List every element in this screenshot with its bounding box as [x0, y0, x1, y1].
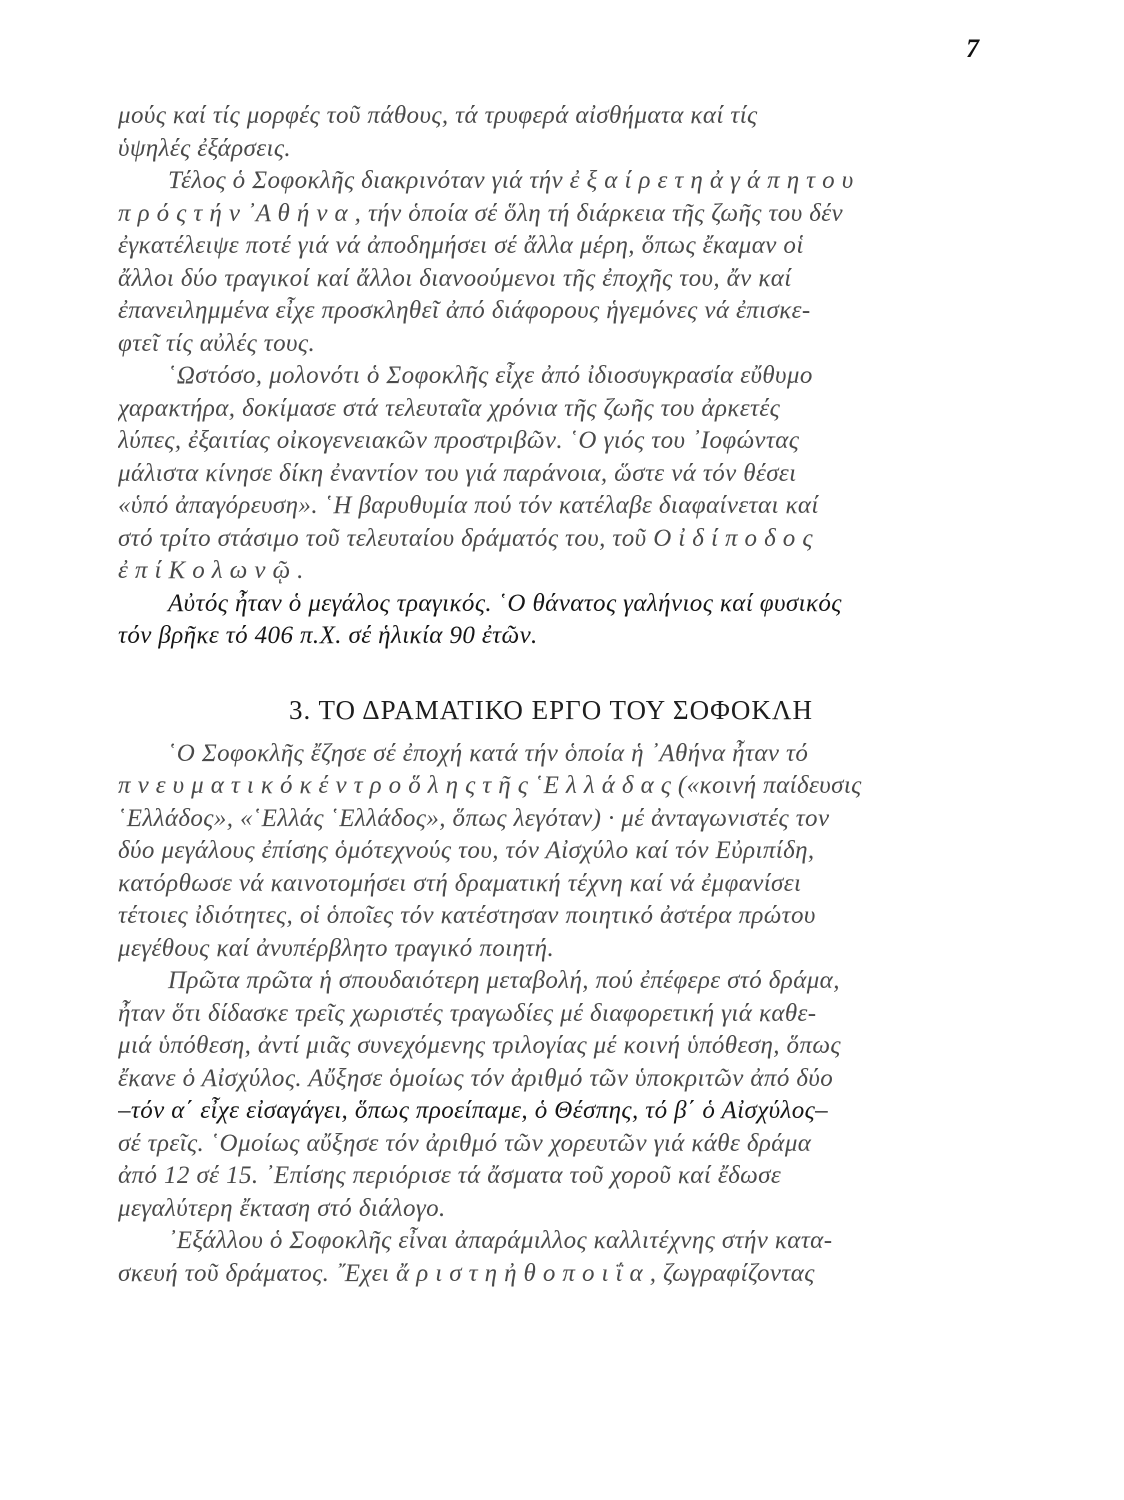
- text-line: μεγέθους καί ἀνυπέρβλητο τραγικό ποιητή.: [118, 934, 555, 962]
- text-line: π ν ε υ μ α τ ι κ ό κ έ ν τ ρ ο ὅ λ η ς τ ῆ ς ῾Ε λ λ ά δ α ς («κοινή παίδευσις: [118, 772, 862, 799]
- text-line: «ὑπό ἀπαγόρευση». ῾Η βαρυθυμία πού τόν κατέλαβε διαφαίνεται καί: [118, 492, 819, 519]
- text-line: ἀπό 12 σέ 15. ᾿Επίσης περιόρισε τά ἄσματα τοῦ χοροῦ καί ἔδωσε: [118, 1162, 782, 1189]
- text-line: κατόρθωσε νά καινοτομήσει στή δραματική τέχνη καί νά ἐμφανίσει: [118, 869, 802, 897]
- text-line: τόν βρῆκε τό 406 π.Χ. σέ ἡλικία 90 ἐτῶν.: [118, 622, 538, 649]
- text-line: ἔκανε ὁ Αἰσχύλος. Αὔξησε ὁμοίως τόν ἀριθμό τῶν ὑποκριτῶν ἀπό δύο: [118, 1064, 834, 1092]
- text-line: ἦταν ὅτι δίδασκε τρεῖς χωριστές τραγωδίες μέ διαφορετική γιά καθε-: [118, 999, 817, 1027]
- text-line: Τέλος ὁ Σοφοκλῆς διακρινόταν γιά τήν ἐ ξ α ί ρ ε τ η ἀ γ ά π η τ ο υ: [168, 167, 854, 194]
- paragraph-6: [118, 965, 984, 1225]
- paragraph-5: [118, 738, 984, 966]
- text-block: [118, 100, 984, 1290]
- text-line: σέ τρεῖς. ῾Ομοίως αὔξησε τόν ἀριθμό τῶν χορευτῶν γιά κάθε δράμα: [118, 1129, 812, 1157]
- text-line: ἐγκατέλειψε ποτέ γιά νά ἀποδημήσει σέ ἄλλα μέρη, ὅπως ἔκαμαν οἱ: [118, 232, 804, 259]
- text-line: φτεῖ τίς αὐλές τους.: [118, 329, 316, 357]
- section-heading: 3. ΤΟ ΔΡΑΜΑΤΙΚΟ ΕΡΓΟ ΤΟΥ ΣΟΦΟΚΛΗ: [289, 694, 813, 725]
- text-line: χαρακτήρα, δοκίμασε στά τελευταῖα χρόνια τῆς ζωῆς του ἀρκετές: [118, 394, 781, 422]
- text-line: ὑψηλές ἐξάρσεις.: [118, 134, 292, 162]
- text-line: ἐ π ί Κ ο λ ω ν ῷ .: [118, 557, 304, 584]
- text-line: μούς καί τίς μορφές τοῦ πάθους, τά τρυφερά αἰσθήματα καί τίς: [118, 102, 758, 129]
- paragraph-4: [118, 588, 984, 653]
- paragraph-2: [118, 165, 984, 360]
- text-line: Αὐτός ἦταν ὁ μεγάλος τραγικός. ῾Ο θάνατος γαλήνιος καί φυσικός: [168, 589, 842, 617]
- text-line: σκευή τοῦ δράματος. ῎Εχει ἄ ρ ι σ τ η ἠ θ ο π ο ι ΐ α , ζωγραφίζοντας: [118, 1259, 815, 1287]
- text-line: ῾Ωστόσο, μολονότι ὁ Σοφοκλῆς εἶχε ἀπό ἰδιοσυγκρασία εὔθυμο: [168, 362, 813, 389]
- text-line: δύο μεγάλους ἐπίσης ὁμότεχνούς του, τόν Αἰσχύλο καί τόν Εὐριπίδη,: [118, 837, 815, 864]
- paragraph-1: [118, 100, 984, 165]
- text-line: –τόν α΄ εἶχε εἰσαγάγει, ὅπως προείπαμε, ὁ Θέσπης, τό β΄ ὁ Αἰσχύλος–: [118, 1097, 829, 1124]
- text-line: Πρῶτα πρῶτα ἡ σπουδαιότερη μεταβολή, πού ἐπέφερε στό δράμα,: [168, 967, 840, 994]
- text-line: ᾿Εξάλλου ὁ Σοφοκλῆς εἶναι ἀπαράμιλλος καλλιτέχνης στήν κατα-: [168, 1227, 833, 1254]
- text-line: στό τρίτο στάσιμο τοῦ τελευταίου δράματός του, τοῦ Ο ἰ δ ί π ο δ ο ς: [118, 524, 813, 552]
- text-line: ἐπανειλημμένα εἶχε προσκληθεῖ ἀπό διάφορους ἡγεμόνες νά ἐπισκε-: [118, 297, 811, 324]
- text-line: λύπες, ἐξαιτίας οἰκογενειακῶν προστριβῶν. ῾Ο γιός του ᾿Ιοφώντας: [118, 427, 800, 454]
- text-line: ἄλλοι δύο τραγικοί καί ἄλλοι διανοούμενοι τῆς ἐποχῆς του, ἄν καί: [118, 264, 792, 292]
- text-line: π ρ ό ς τ ή ν ᾿Α θ ή ν α , τήν ὁποία σέ ὅλη τή διάρκεια τῆς ζωῆς του δέν: [118, 199, 843, 227]
- text-line: ῾Ελλάδος», «῾Ελλάς ῾Ελλάδος», ὅπως λεγόταν) · μέ ἀνταγωνιστές τον: [118, 804, 830, 832]
- text-line: ῾Ο Σοφοκλῆς ἔζησε σέ ἐποχή κατά τήν ὁποία ἡ ᾿Αθήνα ἦταν τό: [168, 739, 809, 767]
- paragraph-7: [118, 1225, 984, 1290]
- text-line: μάλιστα κίνησε δίκη ἐναντίον του γιά παράνοια, ὥστε νά τόν θέσει: [118, 459, 797, 487]
- text-line: τέτοιες ἰδιότητες, οἱ ὁποῖες τόν κατέστησαν ποιητικό ἀστέρα πρώτου: [118, 902, 816, 929]
- paragraph-3: [118, 360, 984, 588]
- page-number: 7: [966, 34, 979, 63]
- text-line: μεγαλύτερη ἔκταση στό διάλογο.: [118, 1194, 446, 1222]
- text-line: μιά ὑπόθεση, ἀντί μιᾶς συνεχόμενης τριλογίας μέ κοινή ὑπόθεση, ὅπως: [118, 1032, 841, 1059]
